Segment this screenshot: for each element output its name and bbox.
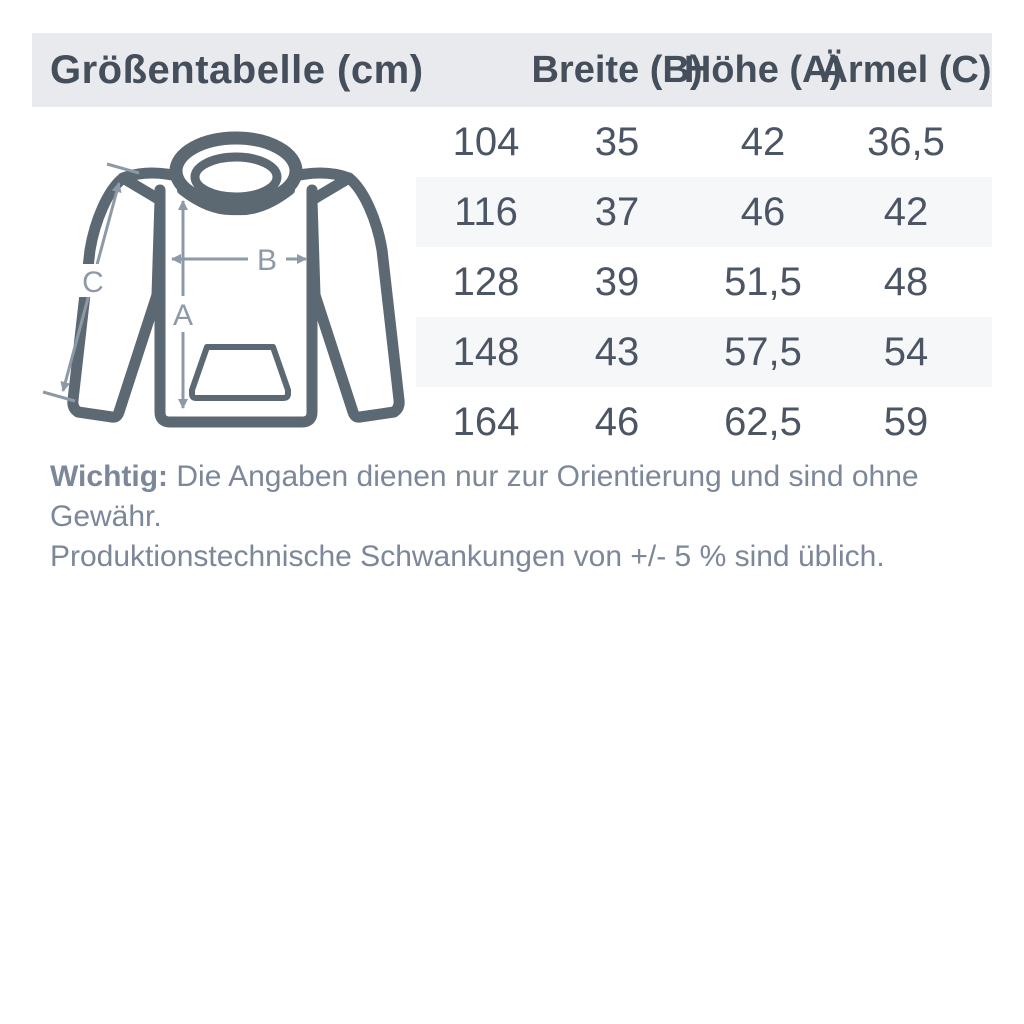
disclaimer-note bbox=[50, 457, 980, 577]
breite-cell: 43 bbox=[594, 329, 640, 374]
aermel-cell: 36,5 bbox=[867, 119, 945, 164]
breite-cell: 39 bbox=[594, 259, 640, 304]
measure-c-label: C bbox=[82, 266, 104, 299]
size-cell: 128 bbox=[452, 259, 520, 304]
aermel-cell: 42 bbox=[883, 189, 929, 234]
breite-cell: 46 bbox=[594, 399, 640, 444]
size-cell: 148 bbox=[452, 329, 520, 374]
size-table-rows bbox=[416, 107, 992, 457]
table-title: Größentabelle (cm) bbox=[50, 47, 424, 92]
table-row bbox=[416, 387, 992, 457]
hoehe-cell: 62,5 bbox=[724, 399, 802, 444]
table-row bbox=[416, 177, 992, 247]
hoodie-right-sleeve bbox=[312, 178, 399, 417]
table-column-headers bbox=[416, 33, 992, 107]
size-cell: 116 bbox=[454, 189, 518, 234]
table-row bbox=[416, 107, 992, 177]
disclaimer-note-line2: Produktionstechnische Schwankungen von +/- 5 % sind üblich. bbox=[50, 540, 885, 573]
hoehe-cell: 42 bbox=[740, 119, 786, 164]
table-row bbox=[416, 317, 992, 387]
hoehe-cell: 46 bbox=[740, 189, 786, 234]
size-cell: 164 bbox=[452, 399, 520, 444]
aermel-cell: 48 bbox=[883, 259, 929, 304]
table-header-band bbox=[32, 33, 992, 107]
size-cell: 104 bbox=[452, 119, 520, 164]
breite-cell: 35 bbox=[594, 119, 640, 164]
hoodie-pocket bbox=[192, 347, 288, 398]
aermel-cell: 59 bbox=[883, 399, 929, 444]
disclaimer-note-bold: Wichtig: bbox=[50, 460, 169, 493]
measure-b-label: B bbox=[256, 244, 278, 277]
column-header-hoehe: Höhe (A) bbox=[683, 48, 843, 91]
column-header-aermel: Ärmel (C) bbox=[820, 48, 992, 91]
measure-c-tick-top bbox=[107, 164, 139, 173]
hood-inner-ring bbox=[195, 157, 277, 197]
measure-a-label: A bbox=[172, 299, 194, 332]
aermel-cell: 54 bbox=[883, 329, 929, 374]
column-header-breite: Breite (B) bbox=[531, 48, 703, 91]
breite-cell: 37 bbox=[594, 189, 640, 234]
hoehe-cell: 51,5 bbox=[724, 259, 802, 304]
hoehe-cell: 57,5 bbox=[724, 329, 802, 374]
disclaimer-note-line1: Die Angaben dienen nur zur Orientierung und sind ohne Gewähr. bbox=[50, 460, 919, 533]
hoodie-measurement-diagram bbox=[40, 118, 420, 438]
table-row bbox=[416, 247, 992, 317]
